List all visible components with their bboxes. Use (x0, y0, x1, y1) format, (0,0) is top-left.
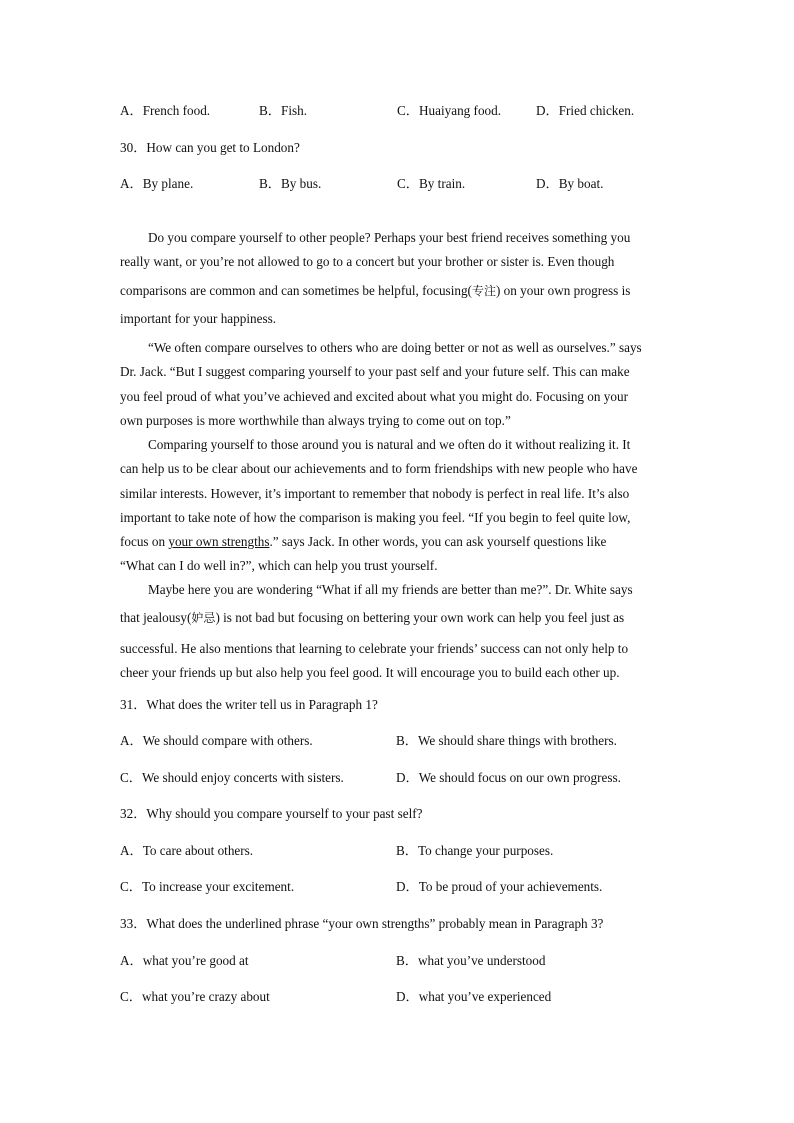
q32-option-a[interactable]: A．To care about others. (120, 843, 254, 858)
p1-chinese-gloss: 专注 (471, 283, 496, 298)
q30-option-c[interactable]: C．By train. (397, 176, 466, 191)
q31-question: 31．What does the writer tell us in Paragraph 1? (120, 697, 378, 712)
q33-options-row-1 (0, 950, 794, 970)
p2-line: Dr. Jack. “But I suggest comparing yourself to your past self and your future self. This can make (120, 364, 630, 380)
underlined-phrase: your own strengths (168, 534, 270, 550)
p3-line: “What can I do well in?”, which can help you trust yourself. (120, 558, 438, 574)
q30-option-a[interactable]: A．By plane. (120, 176, 194, 191)
passage-paragraph-1 (120, 226, 676, 331)
q29-option-b[interactable]: B．Fish. (259, 103, 308, 118)
q31-option-d[interactable]: D．We should focus on our own progress. (396, 770, 621, 785)
q30-options (0, 173, 794, 193)
q32-options-row-1 (0, 840, 794, 860)
p3-line: Comparing yourself to those around you is natural and we often do it without realizing it. It (148, 437, 631, 452)
q32-option-b[interactable]: B．To change your purposes. (396, 843, 554, 858)
p4-line: cheer your friends up but also help you feel good. It will encourage you to build each other up. (120, 664, 620, 680)
p2-line: “We often compare ourselves to others who are doing better or not as well as ourselves.” says (148, 340, 642, 355)
p4-text: ) is not bad but focusing on bettering your own work can help you feel just as (215, 610, 625, 626)
q29-option-c[interactable]: C．Huaiyang food. (397, 103, 502, 118)
q29-option-d[interactable]: D．Fried chicken. (536, 103, 635, 118)
p1-text: ) on your own progress is (495, 282, 631, 298)
q32-option-c[interactable]: C．To increase your excitement. (120, 879, 295, 894)
q32-options-row-2 (0, 876, 794, 896)
q30-option-d[interactable]: D．By boat. (536, 176, 604, 191)
q31-options-row-1 (0, 730, 794, 750)
p4-line: Maybe here you are wondering “What if all my friends are better than me?”. Dr. White says (148, 582, 633, 597)
passage-paragraph-2 (120, 336, 676, 433)
q31-option-a[interactable]: A．We should compare with others. (120, 733, 313, 748)
q33-option-a[interactable]: A．what you’re good at (120, 953, 249, 968)
p1-text: comparisons are common and can sometimes be helpful, focusing( (120, 282, 472, 298)
p4-text: that jealousy( (120, 610, 192, 626)
q33-option-d[interactable]: D．what you’ve experienced (396, 989, 552, 1004)
p3-line: similar interests. However, it’s important to remember that nobody is perfect in real life. It’s also (120, 485, 630, 501)
q29-option-a[interactable]: A．French food. (120, 103, 211, 118)
q31-option-b[interactable]: B．We should share things with brothers. (396, 733, 617, 748)
q32-option-d[interactable]: D．To be proud of your achievements. (396, 879, 603, 894)
q32-question: 32．Why should you compare yourself to your past self? (120, 806, 423, 821)
p2-line: you feel proud of what you’ve achieved and excited about what you might do. Focusing on your (120, 388, 628, 404)
p1-line (120, 279, 676, 303)
q33-question: 33．What does the underlined phrase “your own strengths” probably mean in Paragraph 3? (120, 916, 604, 931)
passage-paragraph-4 (120, 578, 676, 685)
p3-line: important to take note of how the comparison is making you feel. “If you begin to feel quite low, (120, 509, 631, 525)
p3-line: can help us to be clear about our achievements and to form friendships with new people who have (120, 461, 638, 477)
q31-options-row-2 (0, 767, 794, 787)
p3-text: .” says Jack. In other words, you can ask yourself questions like (269, 534, 607, 550)
passage-paragraph-3 (120, 433, 676, 579)
p3-text: focus on (120, 534, 169, 550)
p4-line: successful. He also mentions that learning to celebrate your friends’ success can not only help to (120, 640, 629, 656)
q33-options-row-2 (0, 986, 794, 1006)
p4-chinese-gloss: 妒忌 (191, 611, 216, 626)
q31-option-c[interactable]: C．We should enjoy concerts with sisters. (120, 770, 344, 785)
p1-line: really want, or you’re not allowed to go to a concert but your brother or sister is. Even though (120, 254, 615, 270)
q29-options (0, 100, 794, 120)
q30-question: 30．How can you get to London? (120, 140, 300, 155)
p2-line: own purposes is more worthwhile than always trying to come out on top.” (120, 412, 511, 428)
p4-line (120, 606, 676, 630)
p3-line (120, 530, 676, 554)
q33-option-c[interactable]: C．what you’re crazy about (120, 989, 270, 1004)
q30-option-b[interactable]: B．By bus. (259, 176, 322, 191)
p1-line: important for your happiness. (120, 310, 277, 326)
p1-line: Do you compare yourself to other people? Perhaps your best friend receives something you (148, 230, 631, 245)
q33-option-b[interactable]: B．what you’ve understood (396, 953, 546, 968)
